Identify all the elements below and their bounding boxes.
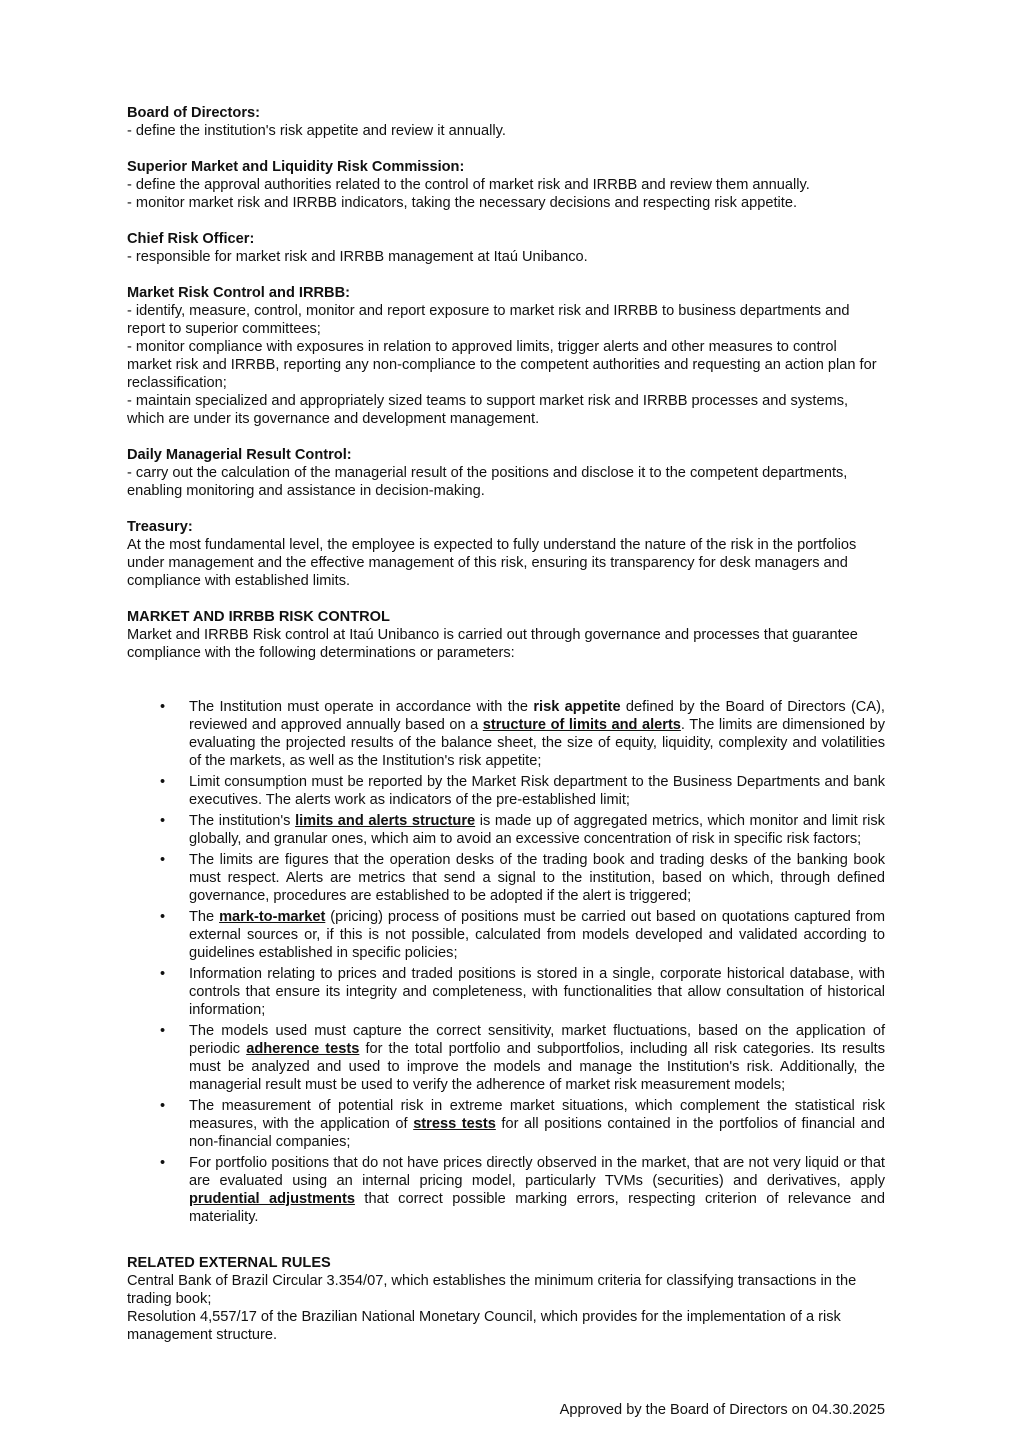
section-heading: Treasury:	[127, 519, 193, 535]
section-line: - maintain specialized and appropriately sized teams to support market risk and IRRBB processes and systems, which are under its governance and development management.	[127, 393, 849, 427]
list-item: • The mark-to-market (pricing) process of positions must be carried out based on quotations captured from external sources or, if this is not possible, calculated from models developed and validated according to guidelines established in specific policies;	[160, 909, 885, 961]
list-item: • Information relating to prices and traded positions is stored in a single, corporate historical database, with controls that ensure its integrity and completeness, with functionalities that allow consultation of historical information;	[160, 966, 885, 1018]
bullet-icon: •	[160, 1155, 166, 1171]
section-chief-risk-officer	[127, 230, 885, 266]
section-line: Resolution 4,557/17 of the Brazilian National Monetary Council, which provides for the implementation of a risk management structure.	[127, 1309, 841, 1343]
key-term-link: adherence tests	[246, 1041, 360, 1057]
key-term-link: prudential adjustments	[189, 1191, 355, 1207]
list-item: • The institution's limits and alerts structure is made up of aggregated metrics, which monitor and limit risk globally, and granular ones, which aim to avoid an excessive concentration of risk in specific risk factors;	[160, 813, 885, 847]
section-heading: RELATED EXTERNAL RULES	[127, 1255, 331, 1271]
bullet-icon: •	[160, 909, 166, 925]
section-line: - carry out the calculation of the managerial result of the positions and disclose it to the competent departments, enabling monitoring and assistance in decision-making.	[127, 465, 848, 499]
section-heading: MARKET AND IRRBB RISK CONTROL	[127, 609, 390, 625]
section-line: Central Bank of Brazil Circular 3.354/07, which establishes the minimum criteria for classifying transactions in the trading book;	[127, 1273, 857, 1307]
section-market-irrbb-risk-control	[127, 608, 885, 1226]
section-board-of-directors	[127, 104, 885, 140]
section-paragraph: Market and IRRBB Risk control at Itaú Unibanco is carried out through governance and processes that guarantee compliance with the following determinations or parameters:	[127, 627, 858, 661]
section-line: - define the institution's risk appetite and review it annually.	[127, 123, 506, 139]
key-term-link: mark-to-market	[219, 909, 326, 925]
parameters-list	[127, 698, 885, 1226]
section-paragraph: At the most fundamental level, the employee is expected to fully understand the nature of the risk in the portfolios under management and the effective management of this risk, ensuring its transparency for desk managers and compliance with established limits.	[127, 537, 857, 589]
bullet-icon: •	[160, 852, 166, 868]
key-term: risk appetite	[533, 699, 621, 715]
section-related-external-rules	[127, 1254, 885, 1344]
section-heading: Chief Risk Officer:	[127, 231, 255, 247]
list-item: • The models used must capture the correct sensitivity, market fluctuations, based on the application of periodic adherence tests for the total portfolio and subportfolios, including all risk categories. Its results must be analyzed and used to improve the models and manage the Institution's risk. Additionally, the managerial result must be used to verify the adherence of market risk measurement models;	[160, 1023, 885, 1093]
key-term-link: limits and alerts structure	[295, 813, 476, 829]
bullet-icon: •	[160, 813, 166, 829]
section-line: - monitor market risk and IRRBB indicators, taking the necessary decisions and respecting risk appetite.	[127, 195, 797, 211]
section-heading: Market Risk Control and IRRBB:	[127, 285, 350, 301]
section-heading: Superior Market and Liquidity Risk Commission:	[127, 159, 465, 175]
bullet-icon: •	[160, 699, 166, 715]
section-daily-managerial-result	[127, 446, 885, 500]
bullet-icon: •	[160, 1023, 166, 1039]
section-heading: Daily Managerial Result Control:	[127, 447, 352, 463]
approval-footer: Approved by the Board of Directors on 04.30.2025	[559, 1402, 885, 1418]
bullet-icon: •	[160, 966, 166, 982]
list-item: • Limit consumption must be reported by the Market Risk department to the Business Departments and bank executives. The alerts work as indicators of the pre-established limit;	[160, 774, 885, 808]
list-item: • For portfolio positions that do not have prices directly observed in the market, that are not very liquid or that are evaluated using an internal pricing model, particularly TVMs (securities) and derivatives, apply prudential adjustments that correct possible marking errors, respecting criterion of relevance and materiality.	[160, 1155, 885, 1225]
list-item: • The measurement of potential risk in extreme market situations, which complement the statistical risk measures, with the application of stress tests for all positions contained in the portfolios of financial and non-financial companies;	[160, 1098, 886, 1150]
document-page	[127, 104, 885, 1362]
section-line: - responsible for market risk and IRRBB management at Itaú Unibanco.	[127, 249, 588, 265]
section-superior-commission	[127, 158, 885, 212]
section-line: - identify, measure, control, monitor and report exposure to market risk and IRRBB to business departments and report to superior committees;	[127, 303, 850, 337]
section-heading: Board of Directors:	[127, 105, 260, 121]
list-item: • The limits are figures that the operation desks of the trading book and trading desks of the banking book must respect. Alerts are metrics that send a signal to the institution, based on which, through defined governance, procedures are established to be adopted if the alert is triggered;	[160, 852, 885, 904]
section-treasury	[127, 518, 885, 590]
list-item: • The Institution must operate in accordance with the risk appetite defined by the Board of Directors (CA), reviewed and approved annually based on a structure of limits and alerts. The limits are dimensioned by evaluating the projected results of the balance sheet, the size of equity, liquidity, complexity and volatilities of the markets, as well as the Institution's risk appetite;	[160, 699, 885, 769]
section-line: - define the approval authorities related to the control of market risk and IRRBB and review them annually.	[127, 177, 810, 193]
bullet-icon: •	[160, 1098, 166, 1114]
key-term-link: stress tests	[413, 1116, 496, 1132]
section-market-risk-control	[127, 284, 885, 428]
bullet-icon: •	[160, 774, 166, 790]
section-line: - monitor compliance with exposures in relation to approved limits, trigger alerts and other measures to control market risk and IRRBB, reporting any non-compliance to the competent authorities and requesting an action plan for reclassification;	[127, 339, 877, 391]
key-term-link: structure of limits and alerts	[482, 717, 681, 733]
